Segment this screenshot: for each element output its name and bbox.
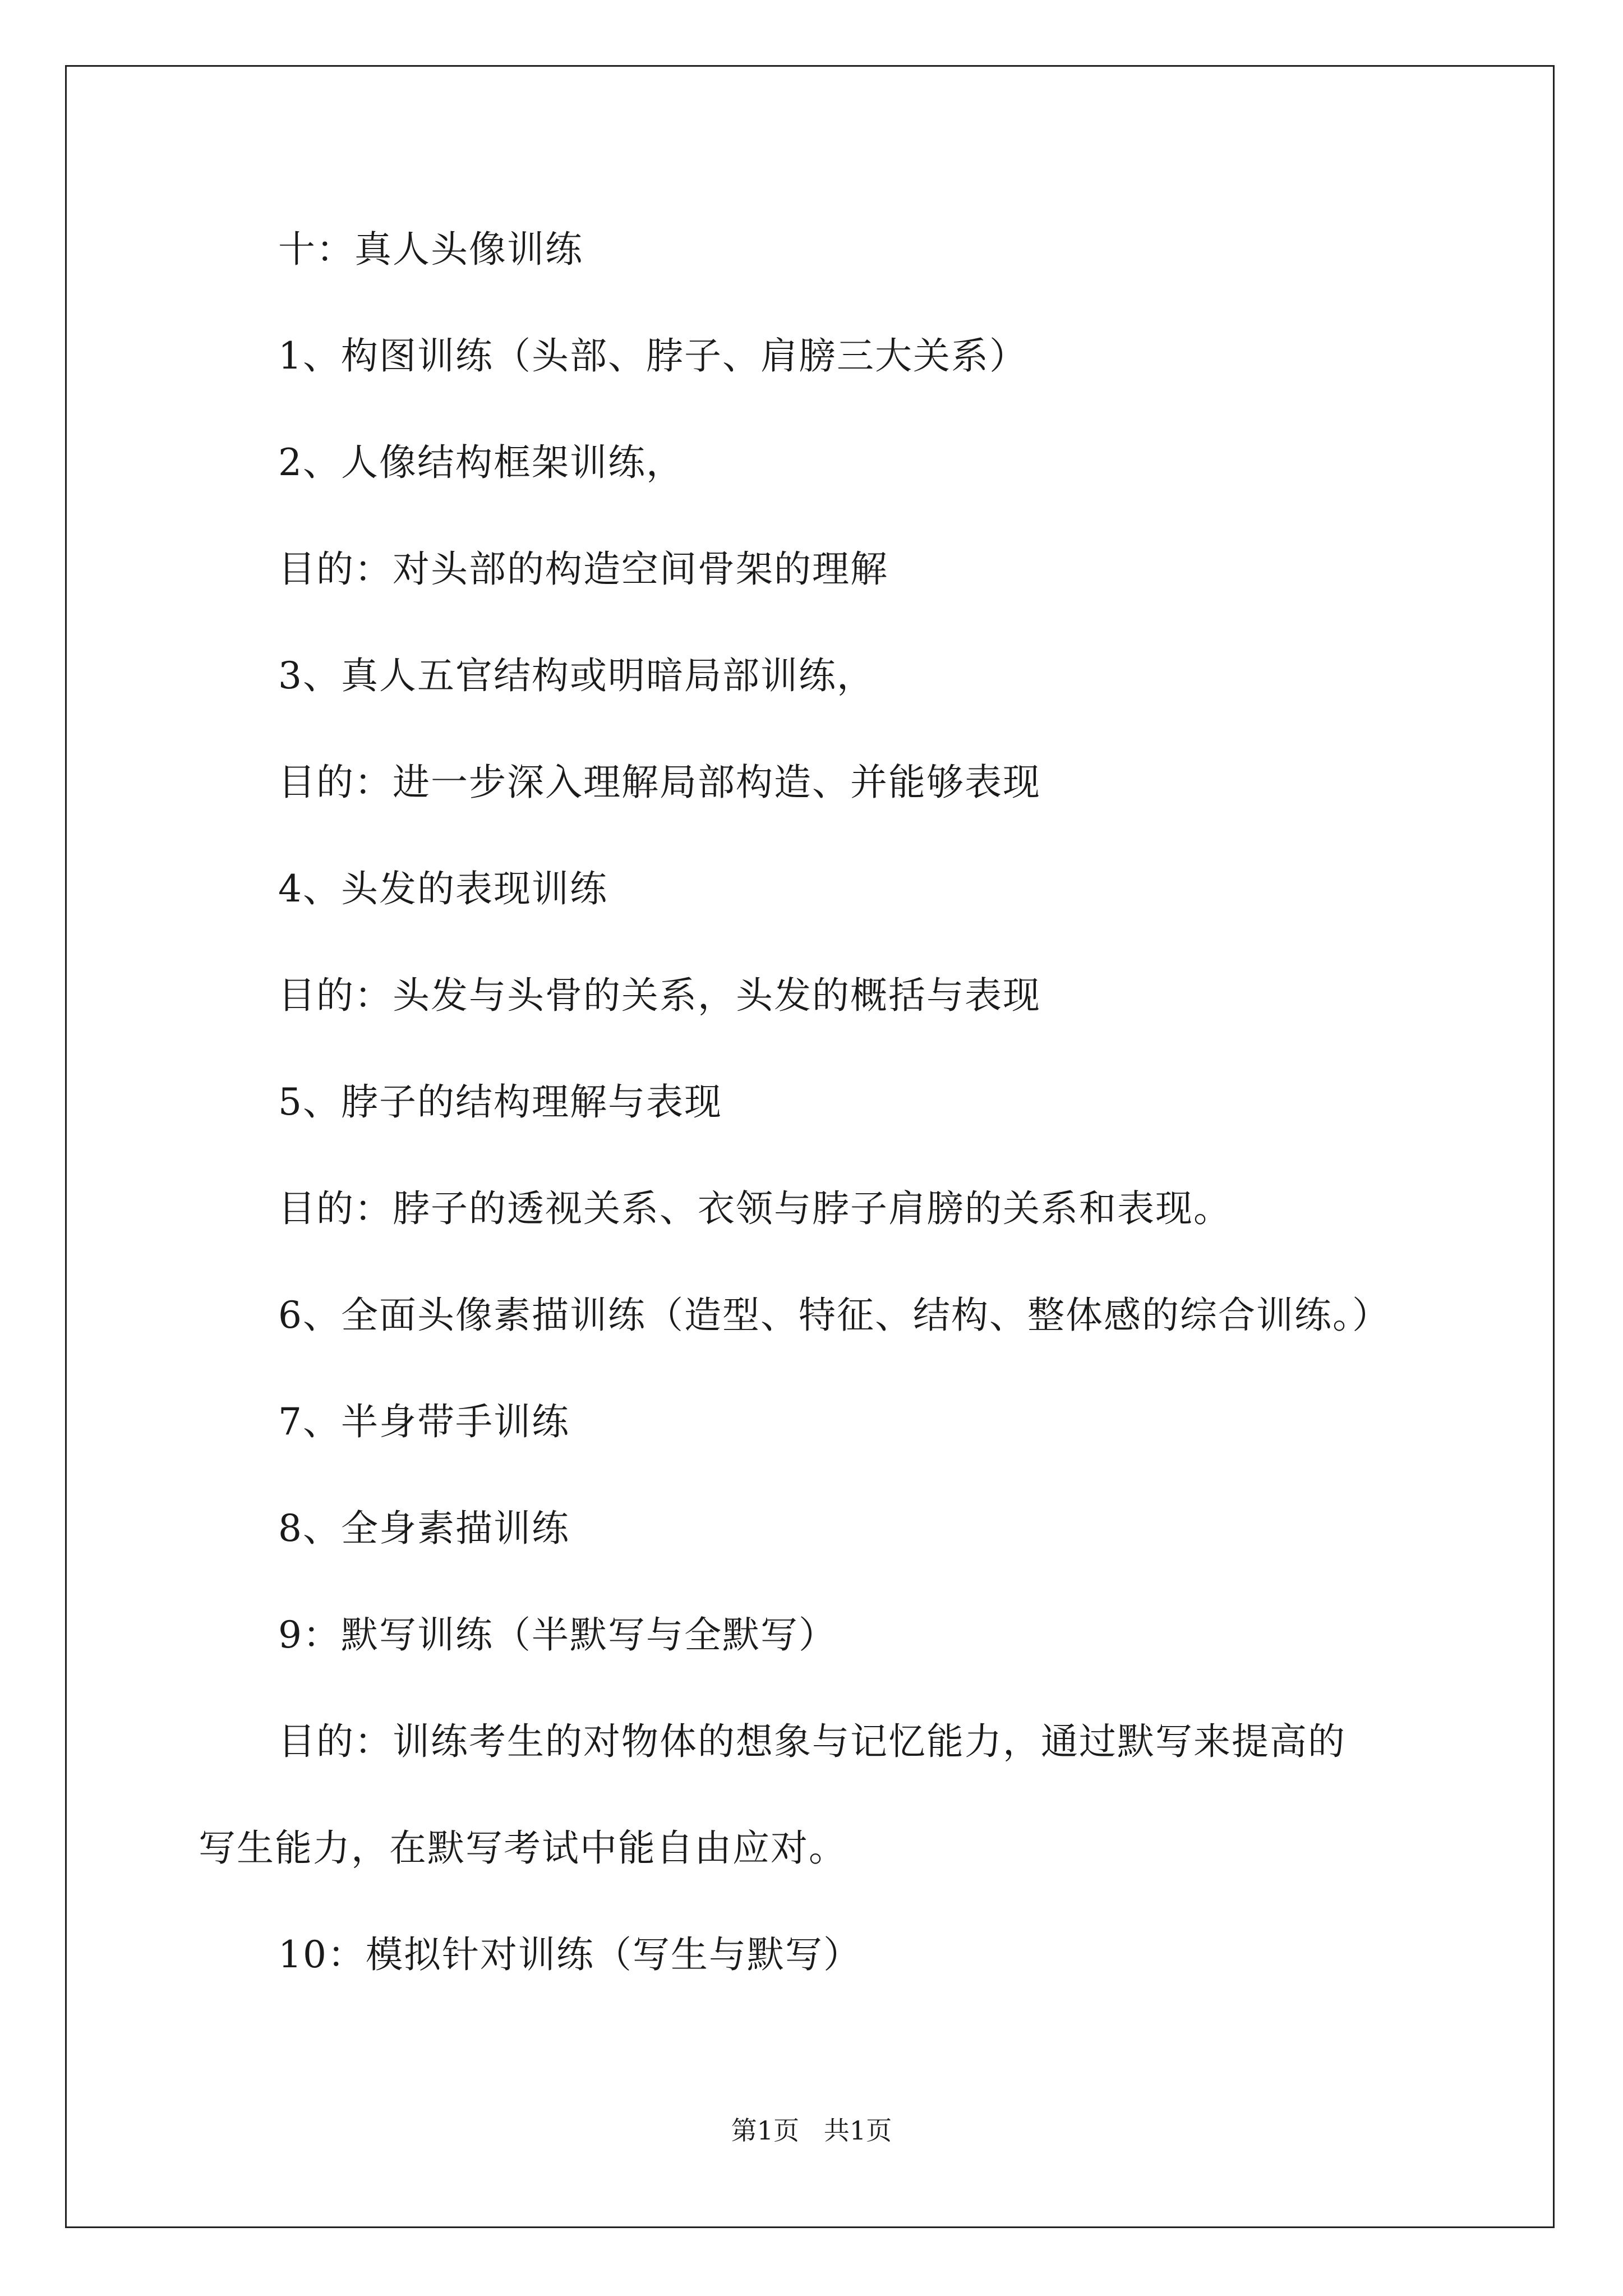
list-item: 2、人像结构框架训练， [278, 441, 684, 484]
page-footer: 第1页 共1页 [731, 2115, 892, 2146]
purpose-line: 目的：训练考生的对物体的想象与记忆能力，通过默写来提高的 [278, 1720, 1346, 1763]
list-item: 6、全面头像素描训练（造型、特征、结构、整体感的综合训练。） [278, 1294, 1390, 1337]
page-border [65, 65, 1555, 2228]
list-item: 8、全身素描训练 [278, 1507, 570, 1550]
list-item: 5、脖子的结构理解与表现 [278, 1080, 722, 1124]
purpose-line: 目的：进一步深入理解局部构造、并能够表现 [278, 761, 1041, 804]
list-item: 9：默写训练（半默写与全默写） [278, 1613, 837, 1657]
purpose-line: 目的：脖子的透视关系、衣领与脖子肩膀的关系和表现。 [278, 1187, 1232, 1230]
purpose-line-continued: 写生能力，在默写考试中能自由应对。 [199, 1826, 847, 1870]
list-item: 4、头发的表现训练 [278, 867, 608, 910]
list-item: 10：模拟针对训练（写生与默写） [278, 1933, 861, 1976]
section-heading: 十：真人头像训练 [278, 228, 583, 271]
list-item: 1、构图训练（头部、脖子、肩膀三大关系） [278, 334, 1027, 378]
purpose-line: 目的：对头部的构造空间骨架的理解 [278, 547, 888, 591]
list-item: 7、半身带手训练 [278, 1400, 570, 1443]
list-item: 3、真人五官结构或明暗局部训练， [278, 654, 875, 697]
purpose-line: 目的：头发与头骨的关系，头发的概括与表现 [278, 974, 1041, 1017]
